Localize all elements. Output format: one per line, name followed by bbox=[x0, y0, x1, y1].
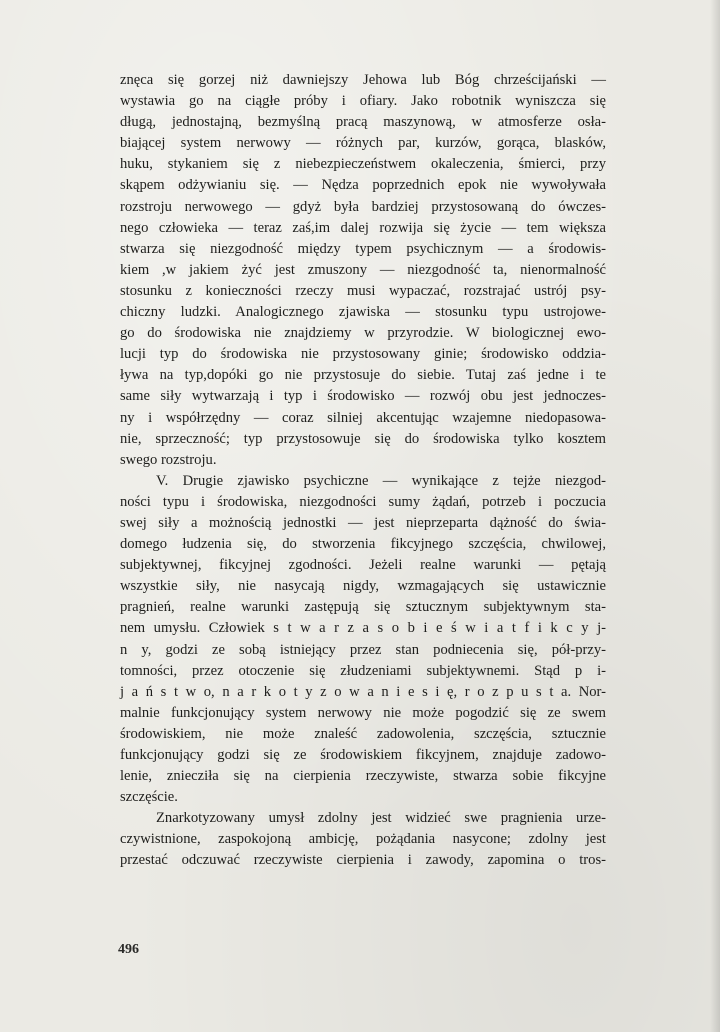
text-line: j a ń s t w o, n a r k o t y z o w a n i e s i ę, r o z p u s t a. Nor- bbox=[120, 683, 606, 700]
text-line: nego człowieka — teraz zaś,im dalej rozwija się życie — tem większa bbox=[120, 219, 606, 236]
page-number: 496 bbox=[118, 942, 139, 957]
text-line: czywistnione, zaspokojoną ambicję, pożądania nasycone; zdolny jest bbox=[120, 831, 606, 848]
text-line: lucji typ do środowiska nie przystosowany ginie; środowisko oddzia- bbox=[120, 346, 606, 363]
text-line: kiem ,w jakiem żyć jest zmuszony — niezgodność ta, nienormalność bbox=[120, 261, 606, 278]
page-edge-shadow bbox=[710, 0, 720, 1032]
text-line: swej siły a możnością jednostki — jest nieprzeparta dążność do świa- bbox=[120, 514, 606, 531]
text-line: ływa na typ,dopóki go nie przystosuje do siebie. Tutaj zaś jedne i te bbox=[120, 367, 606, 384]
text-line: pragnień, realne warunki zastępują się sztucznym subjektywnym sta- bbox=[120, 599, 606, 616]
text-line: długą, jednostajną, bezmyślną pracą maszynową, w atmosferze osła- bbox=[120, 114, 606, 131]
text-line: znęca się gorzej niż dawniejszy Jehowa lub Bóg chrześcijański — bbox=[120, 72, 606, 88]
text-line: V. Drugie zjawisko psychiczne — wynikające z tejże niezgod- bbox=[156, 472, 606, 489]
text-line: szczęście. bbox=[120, 789, 178, 806]
text-line: biającej system nerwowy — różnych par, kurzów, gorąca, blasków, bbox=[120, 135, 606, 152]
text-line: go do środowiska nie znajdziemy w przyrodzie. W biologicznej ewo- bbox=[120, 325, 606, 342]
text-line: stosunku z konieczności rzeczy musi wypaczać, rozstrajać ustrój psy- bbox=[120, 282, 606, 299]
text-line: huku, stykaniem się z niebezpieczeństwem okaleczenia, śmierci, przy bbox=[120, 156, 606, 173]
text-line: malnie funkcjonujący system nerwowy nie może pogodzić się ze swem bbox=[120, 704, 606, 721]
text-line: domego łudzenia się, do stworzenia fikcyjnego szczęścia, chwilowej, bbox=[120, 536, 606, 553]
text-line: nem umysłu. Człowiek s t w a r z a s o b i e ś w i a t f i k c y j- bbox=[120, 620, 606, 637]
text-line: funkcjonujący godzi się ze środowiskiem fikcyjnem, znajduje zadowo- bbox=[120, 747, 606, 763]
text-line: chiczny ludzki. Analogicznego zjawiska — stosunku typu ustrojowe- bbox=[120, 304, 606, 321]
text-line: ny i współrzędny — coraz silniej akcentując wzajemne niedopasowa- bbox=[120, 409, 606, 426]
text-line: skąpem odżywianiu się. — Nędza poprzednich epok nie wywoływała bbox=[120, 177, 606, 194]
text-line: subjektywnej, fikcyjnej zgodności. Jeżeli realne warunki — pętają bbox=[120, 557, 606, 574]
text-line: same siły wytwarzają i typ i środowisko — rozwój obu jest jednoczes- bbox=[120, 388, 606, 405]
text-line: ności typu i środowiska, niezgodności sumy żądań, potrzeb i poczucia bbox=[120, 493, 606, 510]
text-line: wszystkie siły, nie nasycają nigdy, wzmagających się ustawicznie bbox=[120, 578, 606, 595]
text-line: lenie, zniecziła się na cierpienia rzeczywiste, stwarza sobie fikcyjne bbox=[120, 768, 606, 785]
text-line: stwarza się niezgodność między typem psychicznym — a środowis- bbox=[120, 240, 606, 257]
body-text bbox=[120, 70, 606, 872]
text-line: swego rozstroju. bbox=[120, 451, 217, 468]
text-line: wystawia go na ciągłe próby i ofiary. Jako robotnik wyniszcza się bbox=[120, 93, 606, 110]
text-line: n y, godzi ze sobą istniejący przez stan podniecenia się, pół-przy- bbox=[120, 641, 606, 658]
text-line: Znarkotyzowany umysł zdolny jest widzieć swe pragnienia urze- bbox=[156, 810, 606, 827]
text-line: rozstroju nerwowego — gdyż była bardziej przystosowaną do ówczes- bbox=[120, 198, 606, 215]
text-line: środowiskiem, nie może znaleść zadowolenia, szczęścia, sztucznie bbox=[120, 725, 606, 742]
text-line: przestać odczuwać rzeczywiste cierpienia i zawody, zapomina o tros- bbox=[120, 852, 606, 869]
text-line: nie, sprzeczność; typ przystosowuje się do środowiska tylko kosztem bbox=[120, 430, 606, 447]
text-line: tomności, przez otoczenie się złudzeniami subjektywnemi. Stąd p i- bbox=[120, 662, 606, 679]
